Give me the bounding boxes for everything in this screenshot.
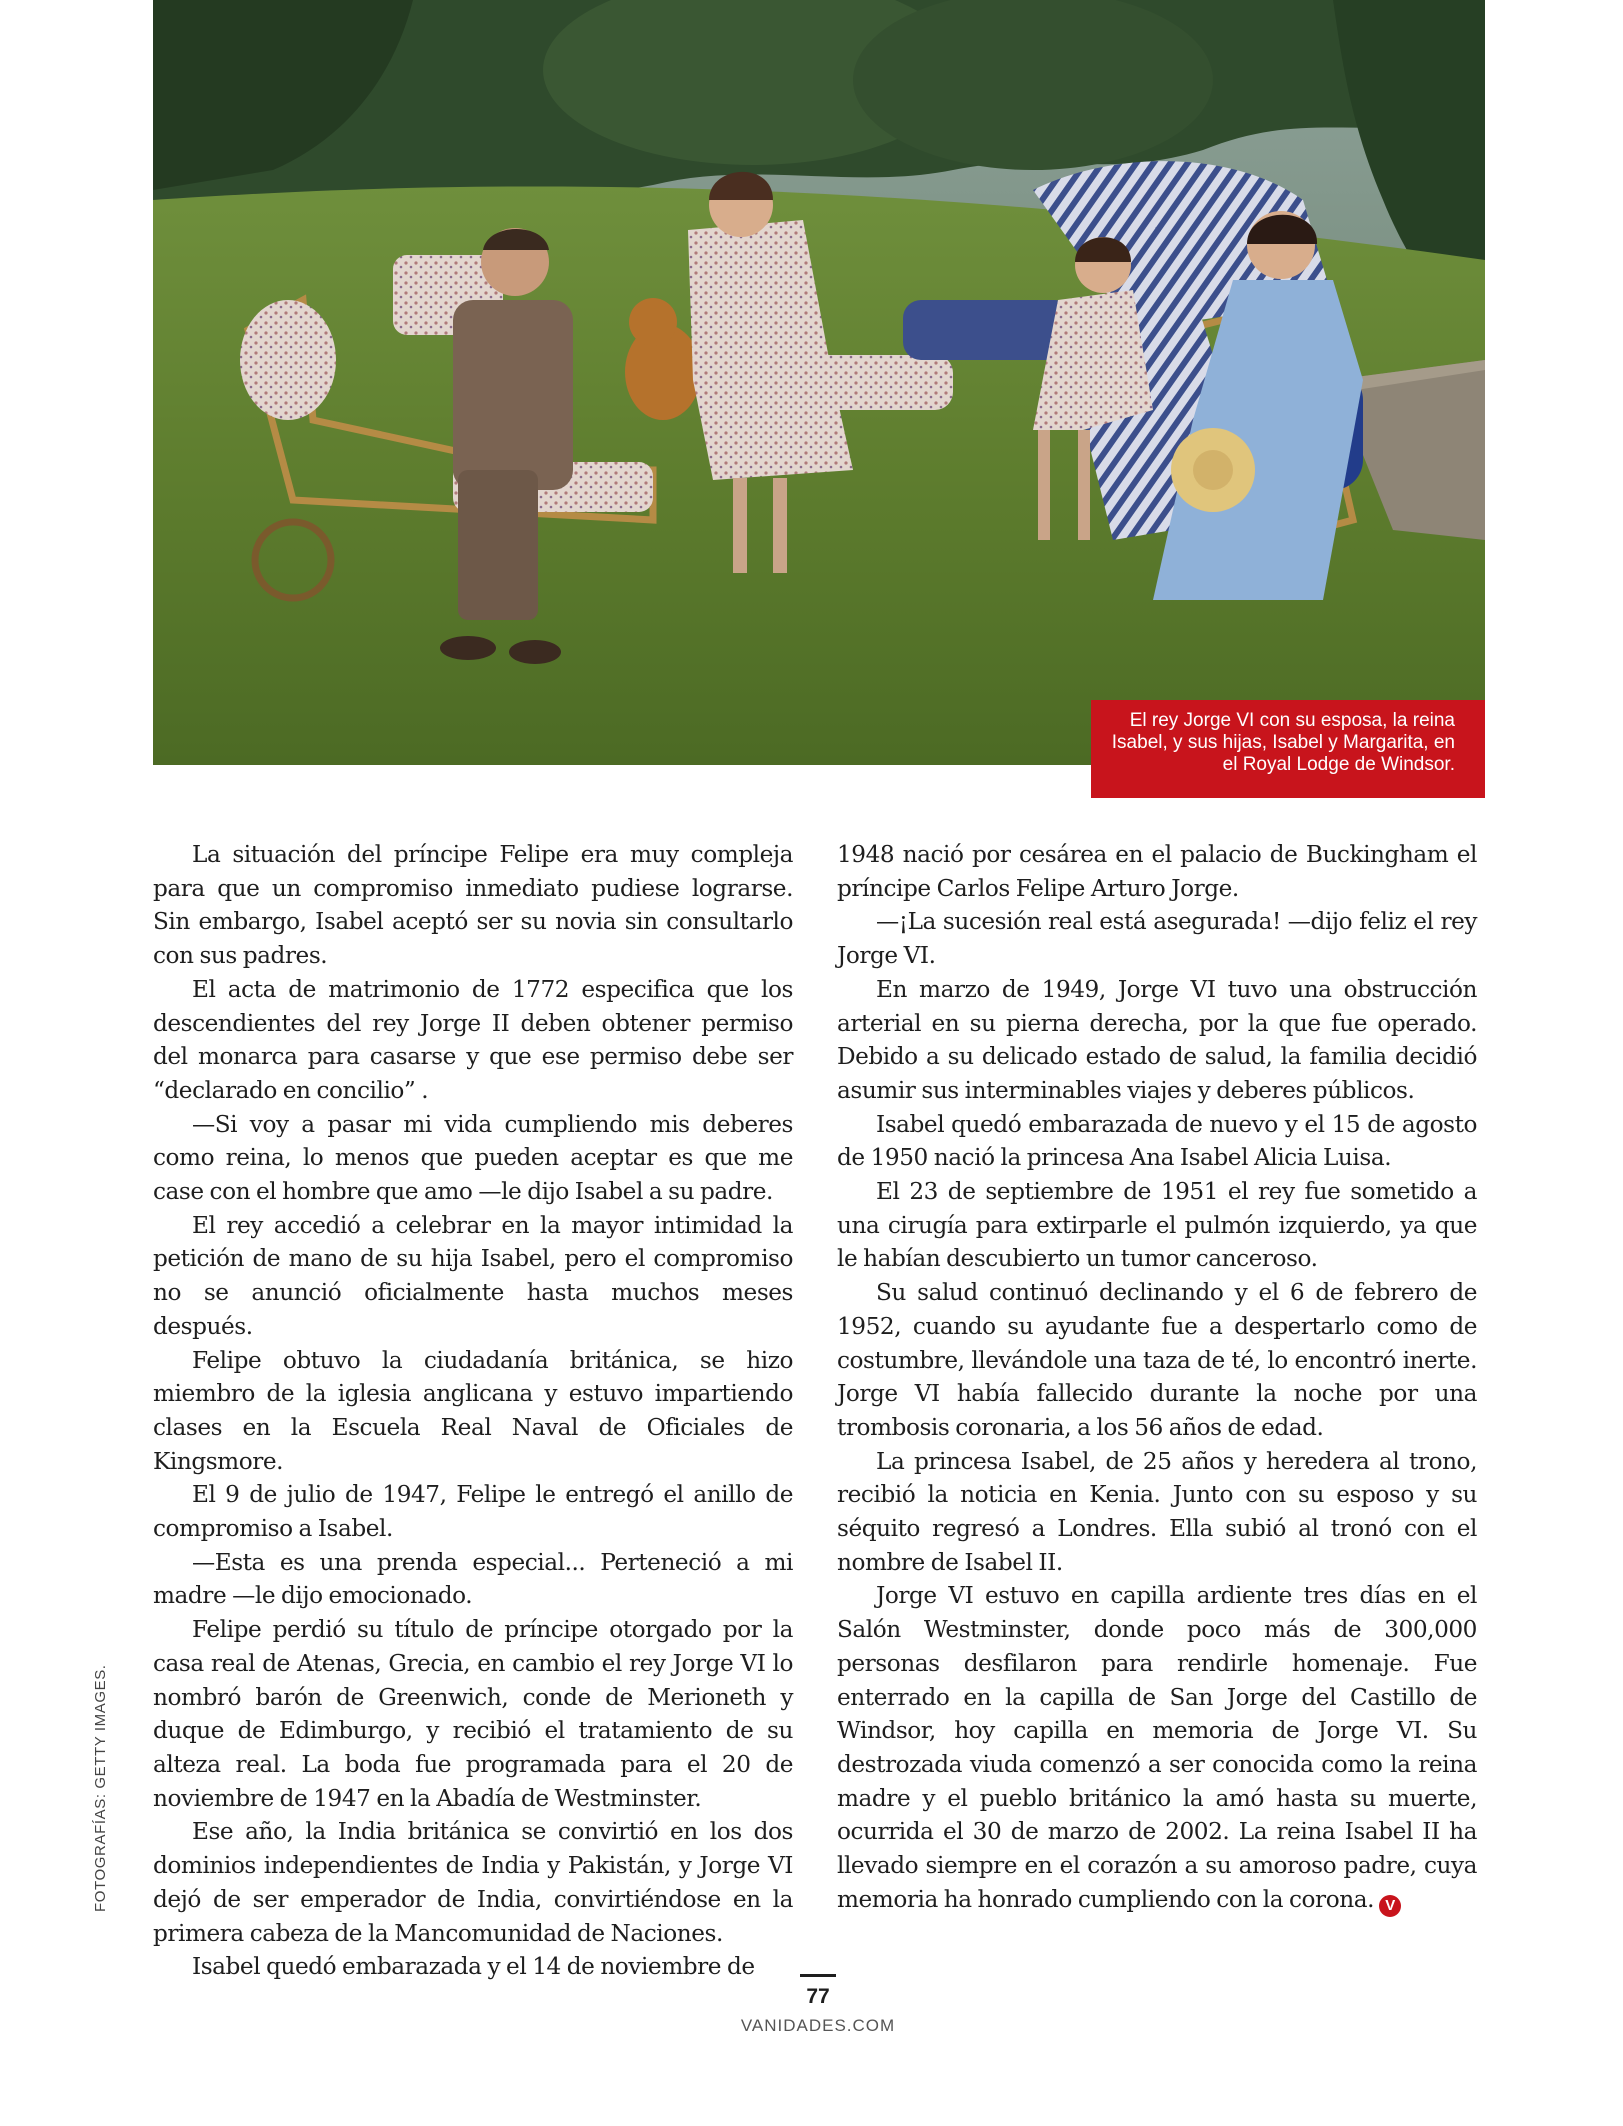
photo-caption: El rey Jorge VI con su esposa, la reina Isabel, y sus hijas, Isabel y Margarita, en el Royal Lodge de Windsor. <box>1091 700 1485 798</box>
article-column-left <box>153 838 793 1984</box>
vanidades-end-mark-icon: V <box>1379 1895 1401 1917</box>
paragraph: La situación del príncipe Felipe era muy compleja para que un compromiso inmediato pudiese lograrse. Sin embargo, Isabel aceptó ser su novia sin consultarlo con sus padres. <box>153 841 793 970</box>
paragraph: Felipe obtuvo la ciudadanía británica, se hizo miembro de la iglesia anglicana y estuvo impartiendo clases en la Escuela Real Naval de Oficiales de Kingsmore. <box>153 1346 793 1475</box>
photo-credit: FOTOGRAFÍAS: GETTY IMAGES. <box>92 1664 109 1912</box>
paragraph: Isabel quedó embarazada y el 14 de noviembre de <box>192 1953 755 1981</box>
paragraph: El 9 de julio de 1947, Felipe le entregó el anillo de compromiso a Isabel. <box>153 1481 793 1543</box>
final-paragraph-text: Jorge VI estuvo en capilla ardiente tres días en el Salón Westminster, donde poco más de 300,000 personas desfilaron para rendirle homenaje. Fue enterrado en la capilla de San Jorge del Castillo de Windsor, hoy capilla en memoria de Jorge VI. Su destrozada viuda comenzó a ser conocida como la reina madre y el pueblo británico la amó hasta su muerte, ocurrida el 30 de marzo de 2002. La reina Isabel II ha llevado siempre en el corazón a su amoroso padre, cuya memoria ha honrado cumpliendo con la corona. <box>837 1582 1477 1913</box>
paragraph: —¡La sucesión real está asegurada! —dijo feliz el rey Jorge VI. <box>837 908 1477 970</box>
paragraph-continuation: 1948 nació por cesárea en el palacio de Buckingham el príncipe Carlos Felipe Arturo Jorge. <box>837 841 1477 902</box>
paragraph: El rey accedió a celebrar en la mayor intimidad la petición de mano de su hija Isabel, pero el compromiso no se anunció oficialmente hasta muchos meses después. <box>153 1211 793 1340</box>
paragraph: Felipe perdió su título de príncipe otorgado por la casa real de Atenas, Grecia, en cambio el rey Jorge VI lo nombró barón de Greenwich, conde de Merioneth y duque de Edimburgo, y recibió el tratamiento de su alteza real. La boda fue programada para el 20 de noviembre de 1947 en la Abadía de Westminster. <box>153 1616 793 1812</box>
paragraph: Isabel quedó embarazada de nuevo y el 15 de agosto de 1950 nació la princesa Ana Isabel Alicia Luisa. <box>837 1110 1477 1172</box>
paragraph: La princesa Isabel, de 25 años y heredera al trono, recibió la noticia en Kenia. Junto con su esposo y su séquito regresó a Londres. Ella subió al tronó con el nombre de Isabel II. <box>837 1447 1477 1576</box>
paragraph: Ese año, la India británica se convirtió en los dos dominios independientes de India y Pakistán, y Jorge VI dejó de ser emperador de India, convirtiéndose en la primera cabeza de la Mancomunidad de Naciones. <box>153 1818 793 1947</box>
family-photo <box>153 0 1485 765</box>
article-column-right <box>837 838 1477 1917</box>
final-paragraph <box>837 1579 1477 1916</box>
paragraph: En marzo de 1949, Jorge VI tuvo una obstrucción arterial en su pierna derecha, por la que fue operado. Debido a su delicado estado de salud, la familia decidió asumir sus interminables viajes y deberes públicos. <box>837 975 1477 1104</box>
page-number: 77 <box>806 1985 830 2008</box>
paragraph: Su salud continuó declinando y el 6 de febrero de 1952, cuando su ayudante fue a despertarlo como de costumbre, llevándole una taza de té, lo encontró inerte. Jorge VI había fallecido durante la noche por una trombosis coronaria, a los 56 años de edad. <box>837 1279 1477 1441</box>
site-url: VANIDADES.COM <box>740 2016 896 2035</box>
paragraph: —Si voy a pasar mi vida cumpliendo mis deberes como reina, lo menos que pueden aceptar es que me case con el hombre que amo —le dijo Isabel a su padre. <box>153 1110 793 1206</box>
footer-divider <box>800 1974 836 1977</box>
paragraph: El acta de matrimonio de 1772 especifica que los descendientes del rey Jorge II deben obtener permiso del monarca para casarse y que ese permiso debe ser “declarado en concilio” . <box>153 975 793 1104</box>
paragraph: —Esta es una prenda especial... Perteneció a mi madre —le dijo emocionado. <box>153 1548 793 1610</box>
paragraph: El 23 de septiembre de 1951 el rey fue sometido a una cirugía para extirparle el pulmón izquierdo, ya que le habían descubierto un tumor canceroso. <box>837 1178 1477 1273</box>
